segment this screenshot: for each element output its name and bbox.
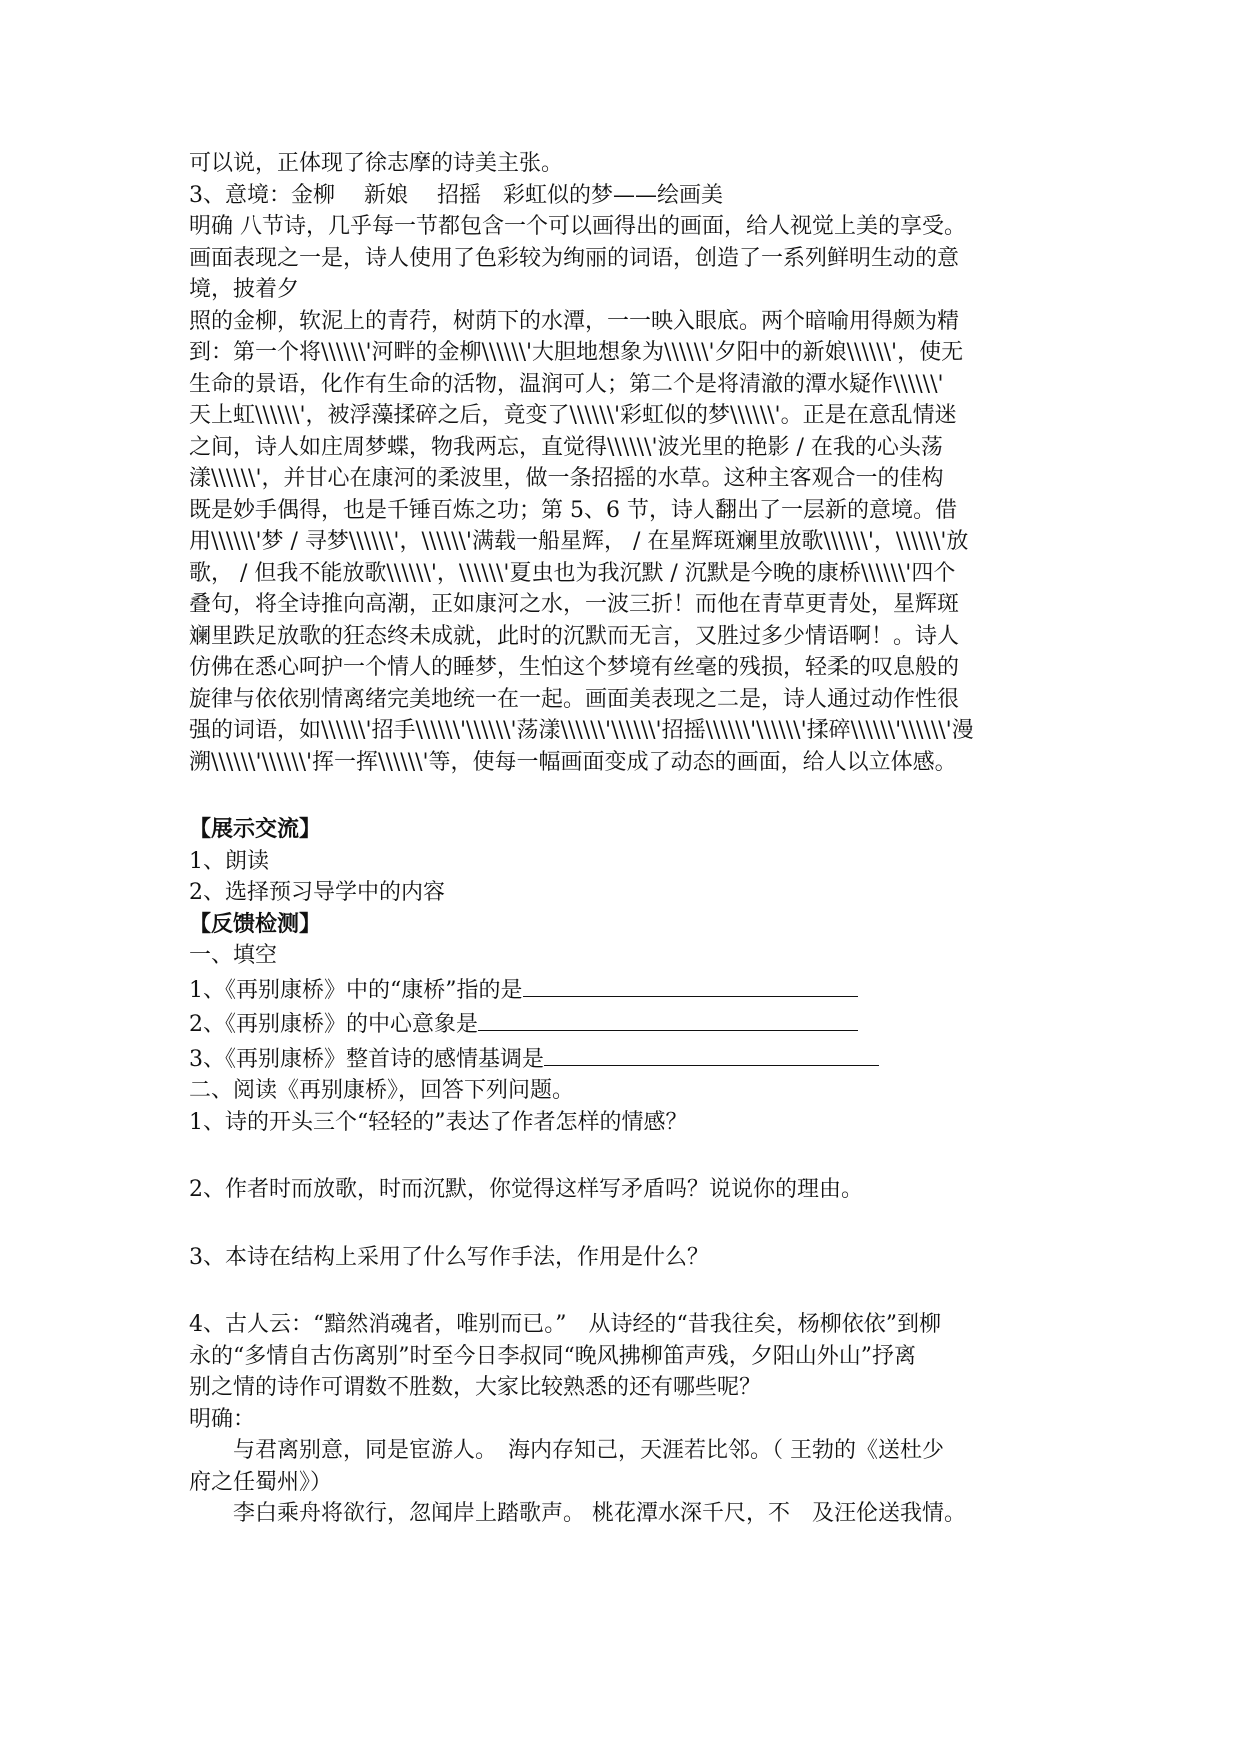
analysis-line: 叠句，将全诗推向高潮，正如康河之水，一波三折！而他在青草更青处，星辉斑 — [189, 592, 960, 617]
part2-title: 二、阅读《再别康桥》，回答下列问题。 — [189, 1078, 575, 1103]
show-item: 2、选择预习导学中的内容 — [189, 880, 445, 905]
analysis-line: 既是妙手偶得，也是千锤百炼之功；第 5、6 节，诗人翻出了一层新的意境。借 — [189, 497, 957, 523]
analysis-line: 到：第一个将\\\\\\'河畔的金柳\\\\\\'大胆地想象为\\\\\\'夕阳中的新娘\\\\\\'，使无 — [189, 340, 964, 365]
fill-question — [189, 972, 1069, 1007]
fill-question-text: 3、《再别康桥》整首诗的感情基调是 — [189, 1046, 544, 1072]
poem-line: 李白乘舟将欲行，忽闻岸上踏歌声。 桃花潭水深千尺，不 及汪伦送我情。 — [233, 1501, 966, 1526]
analysis-line: 天上虹\\\\\\'，被浮藻揉碎之后，竟变了\\\\\\'彩虹似的梦\\\\\\'。正是在意乱情迷 — [189, 403, 957, 428]
analysis-line: 用\\\\\\'梦 / 寻梦\\\\\\'，\\\\\\'满载一船星辉， / 在星辉斑斓里放歌\\\\\\'，\\\\\\'放 — [189, 529, 969, 554]
fill-question-text: 1、《再别康桥》中的“康桥”指的是 — [189, 977, 523, 1003]
poem-line: 与君离别意，同是宦游人。 海内存知己，天涯若比邻。（ 王勃的《送杜少 — [233, 1438, 944, 1463]
part1-title: 一、填空 — [189, 943, 278, 968]
analysis-line: 照的金柳，软泥上的青荇，树荫下的水潭，一一映入眼底。两个暗喻用得颇为精 — [189, 308, 960, 334]
analysis-line: 生命的景语，化作有生命的活物，温润可人；第二个是将清澈的潭水疑作\\\\\\' — [189, 371, 944, 397]
reading-question-line: 4、古人云：“黯然消魂者，唯别而已。” 从诗经的“昔我往矣，杨柳依依”到柳 — [189, 1312, 941, 1337]
analysis-line: 歌， / 但我不能放歌\\\\\\'，\\\\\\'夏虫也为我沉默 / 沉默是今晚的康桥\\\\\\'四个 — [189, 560, 956, 586]
fill-question-text: 2、《再别康桥》的中心意象是 — [189, 1012, 478, 1037]
show-section-heading: 【展示交流】 — [189, 816, 322, 842]
analysis-line: 斓里跌足放歌的狂态终未成就，此时的沉默而无言，又胜过多少情语啊！。诗人 — [189, 623, 960, 649]
answer-label: 明确： — [189, 1406, 256, 1432]
analysis-line: 之间，诗人如庄周梦蝶，物我两忘，直觉得\\\\\\'波光里的艳影 / 在我的心头荡 — [189, 434, 943, 460]
analysis-line: 境，披着夕 — [189, 277, 300, 302]
intro-line: 可以说，正体现了徐志摩的诗美主张。 — [189, 151, 564, 176]
analysis-line: 旋律与依依别情离绪完美地统一在一起。画面美表现之二是，诗人通过动作性很 — [189, 686, 960, 712]
analysis-line: 漾\\\\\\'，并甘心在康河的柔波里，做一条招摇的水草。这种主客观合一的佳构 — [189, 466, 944, 491]
analysis-paragraph — [189, 211, 1069, 778]
poem-line: 府之任蜀州》） — [189, 1469, 333, 1495]
fill-question — [189, 1006, 1069, 1041]
document-page — [189, 148, 1069, 1530]
answer-blank[interactable] — [523, 972, 858, 997]
point3-title: 3、意境：金柳 新娘 招摇 彩虹似的梦——绘画美 — [189, 182, 723, 208]
analysis-line: 仿佛在悉心呵护一个情人的睡梦，生怕这个梦境有丝毫的残损，轻柔的叹息般的 — [189, 655, 960, 680]
analysis-line: 明确 八节诗，几乎每一节都包含一个可以画得出的画面，给人视觉上美的享受。 — [189, 214, 966, 239]
fill-question — [189, 1041, 1069, 1076]
analysis-line: 溯\\\\\\'\\\\\\'挥一挥\\\\\\'等，使每一幅画面变成了动态的画面，给人以立体感。 — [189, 749, 957, 775]
feedback-section-heading: 【反馈检测】 — [189, 910, 322, 937]
answer-blank[interactable] — [478, 1006, 858, 1031]
answer-blank[interactable] — [544, 1041, 879, 1066]
reading-question: 2、作者时而放歌，时而沉默，你觉得这样写矛盾吗？说说你的理由。 — [189, 1177, 863, 1202]
reading-question: 1、诗的开头三个“轻轻的”表达了作者怎样的情感？ — [189, 1109, 688, 1135]
show-item: 1、朗读 — [189, 848, 269, 874]
reading-question-line: 别之情的诗作可谓数不胜数，大家比较熟悉的还有哪些呢？ — [189, 1375, 762, 1400]
reading-question-line: 永的“多情自古伤离别”时至今日李叔同“晚风拂柳笛声残，夕阳山外山”抒离 — [189, 1343, 916, 1369]
analysis-line: 强的词语，如\\\\\\'招手\\\\\\'\\\\\\'荡漾\\\\\\'\\\\\\'招摇\\\\\\'\\\\\\'揉碎\\\\\\'\\\\\\'漫 — [189, 718, 974, 743]
analysis-line: 画面表现之一是，诗人使用了色彩较为绚丽的词语，创造了一系列鲜明生动的意 — [189, 245, 960, 271]
reading-question: 3、本诗在结构上采用了什么写作手法，作用是什么？ — [189, 1244, 709, 1270]
